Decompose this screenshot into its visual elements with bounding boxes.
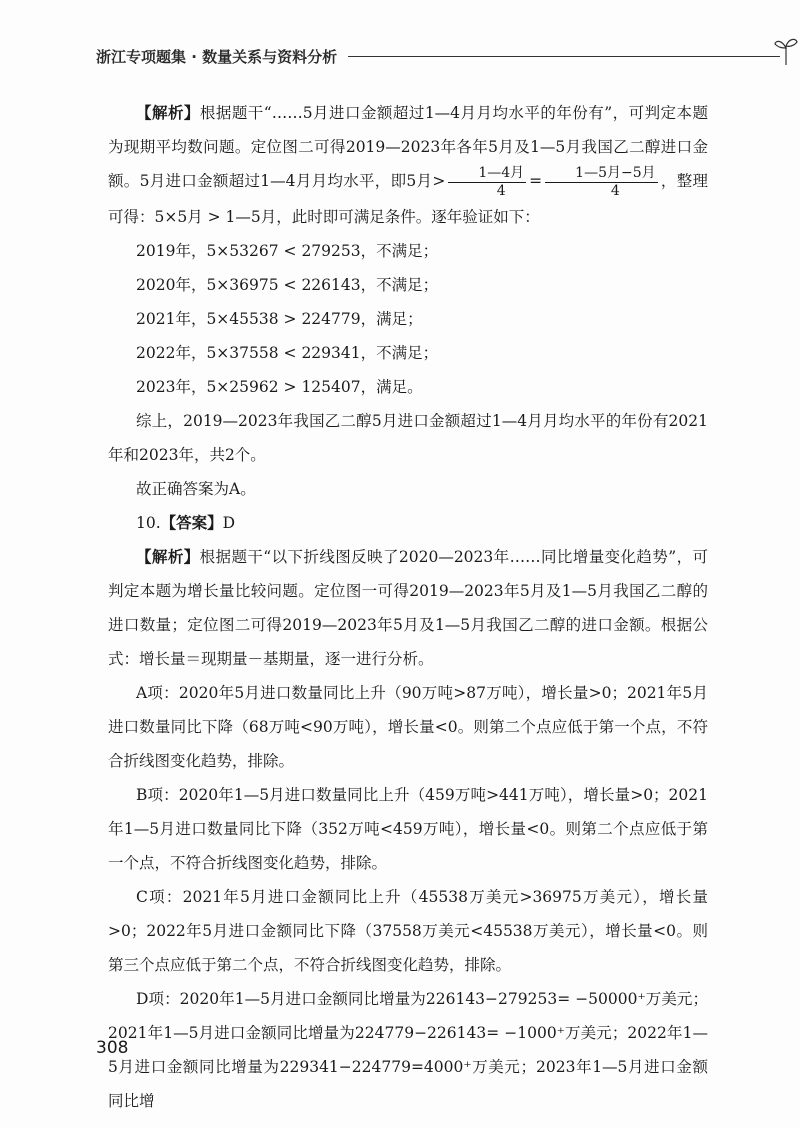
running-header bbox=[96, 36, 726, 76]
option-c-analysis: C项：2021年5月进口金额同比上升（45538万美元>36975万美元），增长量>0；2022年5月进口金额同比下降（37558万美元<45538万美元），增长量<0。则第三个点应低于第二个点，不符合折线图变化趋势，排除。 bbox=[108, 887, 708, 974]
content-body bbox=[108, 96, 708, 1118]
year-check-2022: 2022年，5×37558 < 229341，不满足； bbox=[136, 343, 439, 362]
question-number: 10. bbox=[136, 513, 161, 532]
analysis-tag: 【解析】 bbox=[136, 547, 200, 566]
year-check-2020: 2020年，5×36975 < 226143，不满足； bbox=[136, 275, 439, 294]
answer-letter: D bbox=[222, 513, 236, 532]
page-number: 308 bbox=[96, 1038, 129, 1058]
analysis-text-1a: 根据题干“……5月进口金额超过1—4月月均水平的年份有”，可判定本题为现期平均数问题。定位图二可得2019—2023年各年5月及1—5月我国乙二醇进口金额。5月进口金额超过1—4月月均水平，即5月> bbox=[108, 104, 708, 190]
fraction-2-numerator: 1—5月−5月 bbox=[545, 165, 657, 183]
header-rule bbox=[348, 56, 780, 57]
question-10-answer bbox=[108, 506, 708, 540]
analysis-paragraph-1 bbox=[108, 96, 708, 234]
equals-sign: = bbox=[529, 172, 543, 190]
conclusion-line: 故正确答案为A。 bbox=[136, 479, 256, 498]
answer-tag: 【答案】 bbox=[160, 513, 223, 532]
fraction-1 bbox=[448, 165, 526, 200]
year-check-2021: 2021年，5×45538 > 224779，满足； bbox=[136, 309, 423, 328]
fraction-2 bbox=[545, 165, 657, 200]
option-a-analysis: A项：2020年5月进口数量同比上升（90万吨>87万吨），增长量>0；2021年5月进口数量同比下降（68万吨<90万吨），增长量<0。则第二个点应低于第一个点，不符合折线图变化趋势，排除。 bbox=[108, 683, 708, 770]
option-d-analysis: D项：2020年1—5月进口金额同比增量为226143−279253= −50000⁺万美元；2021年1—5月进口金额同比增量为224779−226143= −1000⁺万美元；2022年1—5月进口金额同比增量为229341−224779=4000⁺万美元；2023年1—5月进口金额同比增 bbox=[108, 989, 708, 1110]
analysis-tag: 【解析】 bbox=[136, 104, 200, 122]
summary-paragraph: 综上，2019—2023年我国乙二醇5月进口金额超过1—4月月均水平的年份有2021年和2023年，共2个。 bbox=[108, 411, 708, 464]
year-check-2023: 2023年，5×25962 > 125407，满足。 bbox=[136, 377, 423, 396]
option-b-analysis: B项：2020年1—5月进口数量同比上升（459万吨>441万吨），增长量>0；2021年1—5月进口数量同比下降（352万吨<459万吨），增长量<0。则第二个点应低于第一个点，不符合折线图变化趋势，排除。 bbox=[108, 785, 708, 872]
analysis-paragraph-2 bbox=[108, 540, 708, 676]
sprout-icon bbox=[773, 36, 799, 66]
year-check-2019: 2019年，5×53267 < 279253，不满足； bbox=[136, 241, 439, 260]
fraction-1-numerator: 1—4月 bbox=[448, 165, 526, 183]
analysis-text-2: 根据题干“以下折线图反映了2020—2023年……同比增量变化趋势”，可判定本题为增长量比较问题。定位图一可得2019—2023年5月及1—5月我国乙二醇的进口数量；定位图二可得2019—2023年5月及1—5月我国乙二醇的进口金额。根据公式：增长量＝现期量－基期量，逐一进行分析。 bbox=[108, 547, 708, 668]
book-title: 浙江专项题集 · 数量关系与资料分析 bbox=[96, 48, 338, 66]
analysis-text-1b: ，整理可得：5×5月 > 1—5月，此时即可满足条件。逐年验证如下： bbox=[108, 172, 708, 226]
fraction-1-denominator: 4 bbox=[496, 182, 506, 199]
fraction-2-denominator: 4 bbox=[610, 182, 620, 199]
